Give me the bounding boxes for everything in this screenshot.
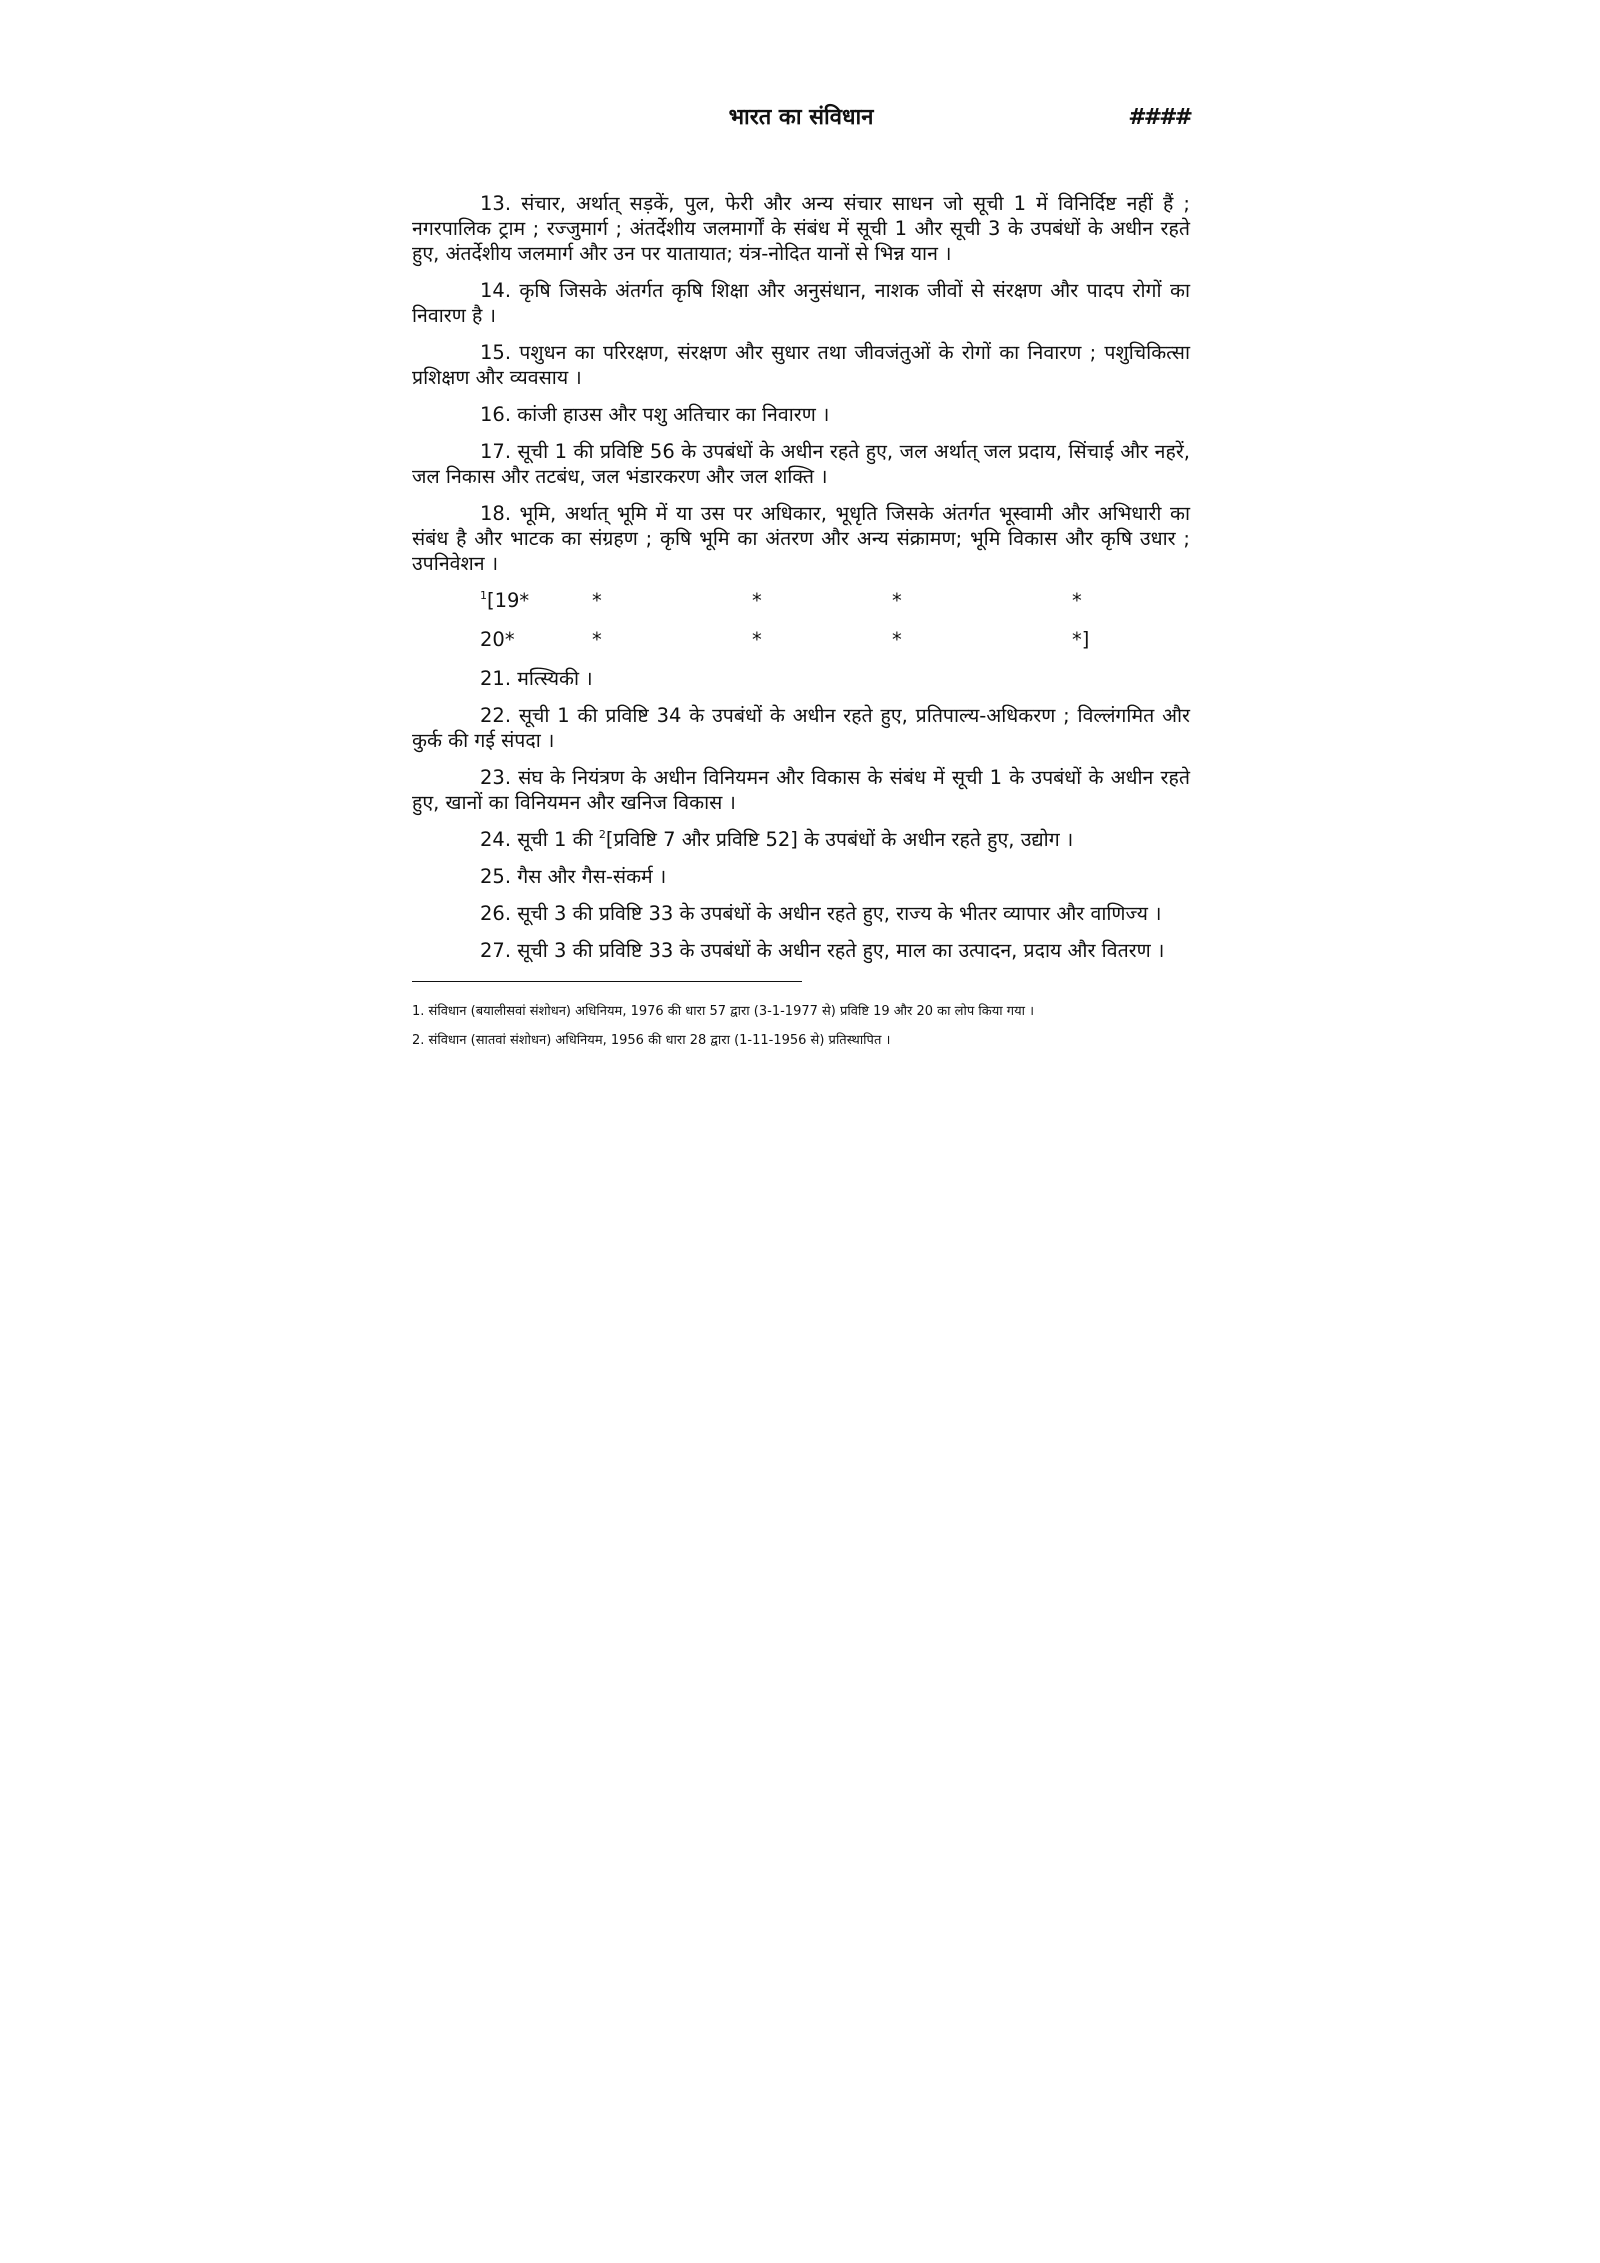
page-title: भारत का संविधान bbox=[728, 105, 874, 130]
entry-15: 15. पशुधन का परिरक्षण, संरक्षण और सुधार तथा जीवजंतुओं के रोगों का निवारण ; पशुचिकित्सा प्रशिक्षण और व्यवसाय । bbox=[412, 341, 1190, 389]
omission-star: * bbox=[1072, 589, 1082, 612]
omission-star: *] bbox=[1072, 628, 1090, 651]
entry-16: 16. कांजी हाउस और पशु अतिचार का निवारण । bbox=[480, 403, 830, 426]
omission-star: * bbox=[752, 628, 762, 651]
omitted-entry-20 bbox=[412, 627, 1190, 652]
entry-13: 13. संचार, अर्थात् सड़कें, पुल, फेरी और अन्य संचार साधन जो सूची 1 में विनिर्दिष्ट नहीं हैं ; नगरपालिक ट्राम ; रज्जुमार्ग ; अंतर्देशीय जलमार्गों के संबंध में सूची 1 और सूची 3 के उपबंधों के अधीन रहते हुए, अंतर्देशीय जलमार्ग और उन पर यातायात; यंत्र-नोदित यानों से भिन्न यान । bbox=[412, 192, 1190, 265]
omitted-entry-20-label: 20* bbox=[480, 628, 515, 651]
document-page bbox=[412, 95, 1190, 1058]
footnote-ref-2: 2 bbox=[598, 828, 606, 841]
entry-list bbox=[412, 191, 1190, 963]
entry-26: 26. सूची 3 की प्रविष्टि 33 के उपबंधों के अधीन रहते हुए, राज्य के भीतर व्यापार और वाणिज्य । bbox=[480, 902, 1162, 925]
entry-25: 25. गैस और गैस-संकर्म । bbox=[480, 865, 667, 888]
page-header bbox=[412, 95, 1190, 141]
footnote-1: 1. संविधान (बयालीसवां संशोधन) अधिनियम, 1976 की धारा 57 द्वारा (3-1-1977 से) प्रविष्टि 19 और 20 का लोप किया गया । bbox=[412, 1004, 1035, 1019]
entry-24-start: 24. सूची 1 की bbox=[480, 828, 599, 851]
omission-star: * bbox=[592, 589, 602, 612]
entry-23: 23. संघ के नियंत्रण के अधीन विनियमन और विकास के संबंध में सूची 1 के उपबंधों के अधीन रहते हुए, खानों का विनियमन और खनिज विकास । bbox=[412, 766, 1190, 814]
omission-star: * bbox=[892, 628, 902, 651]
entry-24-end: [प्रविष्टि 7 और प्रविष्टि 52] के उपबंधों के अधीन रहते हुए, उद्योग । bbox=[605, 828, 1074, 851]
entry-27: 27. सूची 3 की प्रविष्टि 33 के उपबंधों के अधीन रहते हुए, माल का उत्पादन, प्रदाय और वितरण । bbox=[480, 939, 1165, 962]
omission-star: * bbox=[592, 628, 602, 651]
entry-24 bbox=[412, 827, 1190, 852]
entry-22: 22. सूची 1 की प्रविष्टि 34 के उपबंधों के अधीन रहते हुए, प्रतिपाल्य-अधिकरण ; विल्लंगमित और कुर्क की गई संपदा । bbox=[412, 704, 1190, 752]
footnote-2: 2. संविधान (सातवां संशोधन) अधिनियम, 1956 की धारा 28 द्वारा (1-11-1956 से) प्रतिस्थापित । bbox=[412, 1033, 891, 1048]
entry-17: 17. सूची 1 की प्रविष्टि 56 के उपबंधों के अधीन रहते हुए, जल अर्थात् जल प्रदाय, सिंचाई और नहरें, जल निकास और तटबंध, जल भंडारकरण और जल शक्ति । bbox=[412, 440, 1190, 488]
footnote-divider bbox=[412, 981, 802, 982]
footnotes bbox=[412, 1000, 1190, 1052]
header-mark: #### bbox=[1128, 105, 1190, 130]
omission-star: * bbox=[752, 589, 762, 612]
omission-star: * bbox=[892, 589, 902, 612]
omitted-entry-19 bbox=[412, 588, 1190, 613]
entry-14: 14. कृषि जिसके अंतर्गत कृषि शिक्षा और अनुसंधान, नाशक जीवों से संरक्षण और पादप रोगों का निवारण है । bbox=[412, 279, 1190, 327]
entry-18: 18. भूमि, अर्थात् भूमि में या उस पर अधिकार, भूधृति जिसके अंतर्गत भूस्वामी और अभिधारी का संबंध है और भाटक का संग्रहण ; कृषि भूमि का अंतरण और अन्य संक्रामण; भूमि विकास और कृषि उधार ; उपनिवेशन । bbox=[412, 502, 1190, 575]
footnote-ref-1: 1 bbox=[480, 589, 487, 602]
entry-21: 21. मत्स्यिकी । bbox=[480, 667, 593, 690]
omitted-entry-19-label: $^1$[19* bbox=[480, 589, 530, 612]
